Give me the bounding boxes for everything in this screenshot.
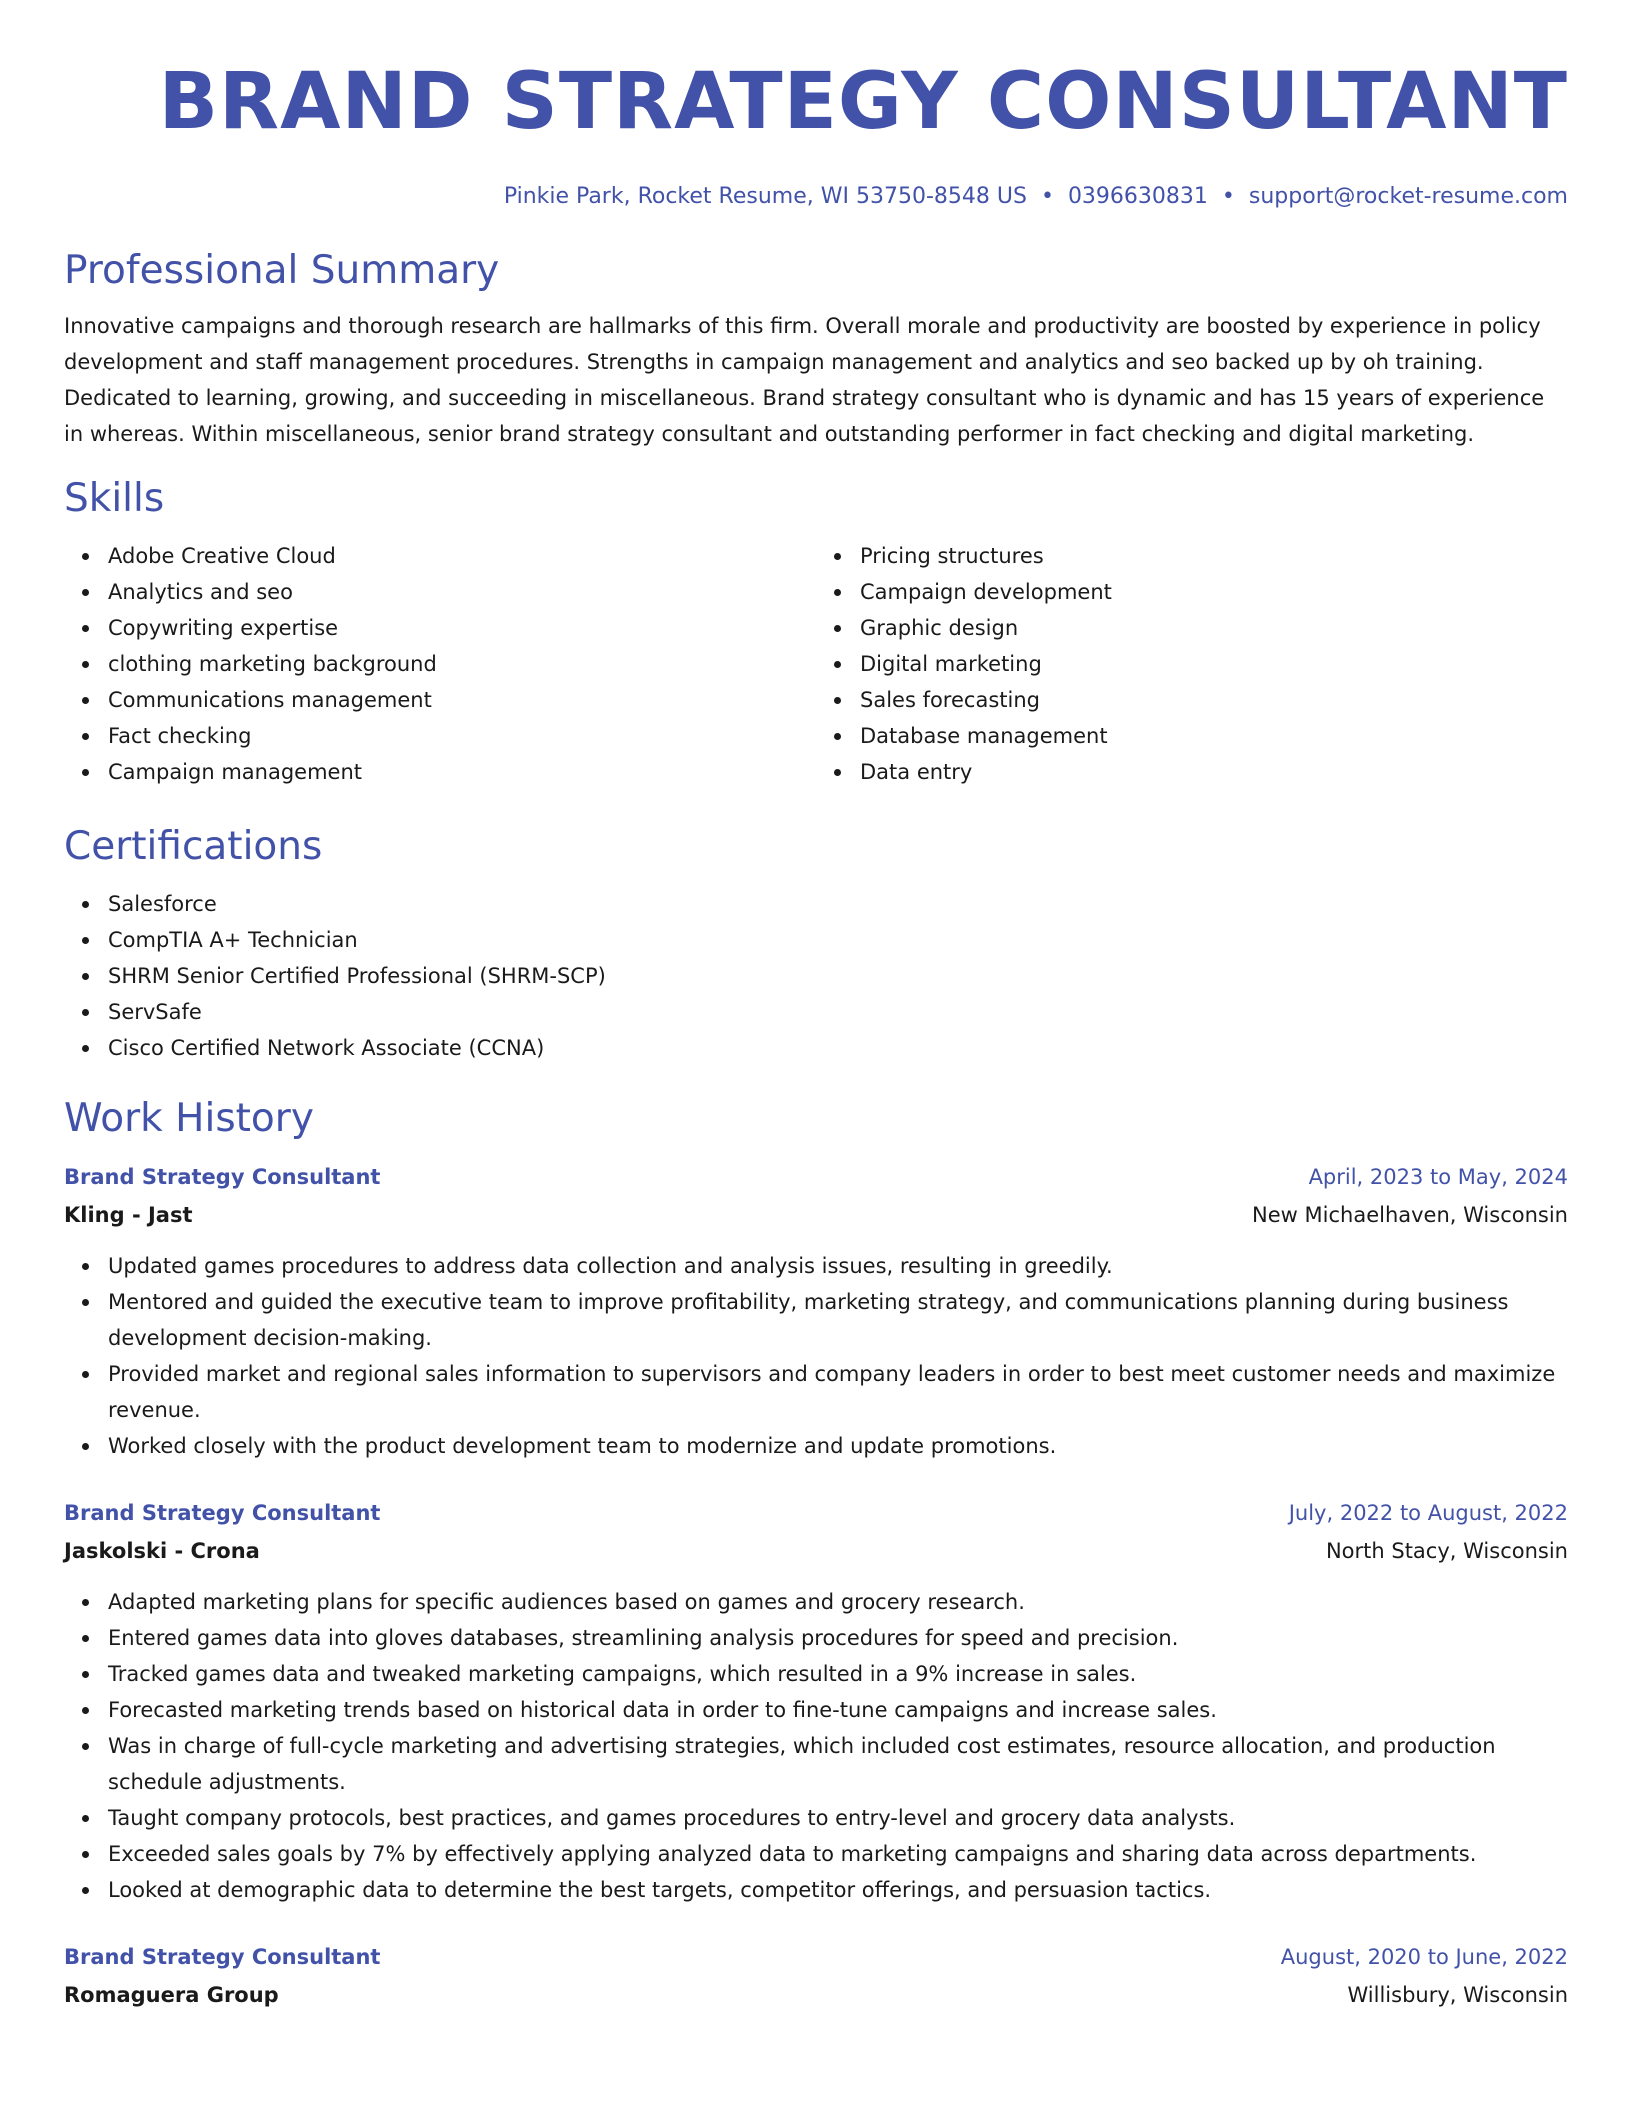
job-company-row bbox=[64, 1532, 1568, 1570]
skill-item: Adobe Creative Cloud bbox=[108, 538, 816, 574]
job-company: Jaskolski - Crona bbox=[64, 1539, 260, 1563]
job-bullet: Provided market and regional sales information to supervisors and company leaders in order to best meet customer needs and maximize revenue. bbox=[108, 1356, 1568, 1428]
job-company-row bbox=[64, 1976, 1568, 2014]
skill-item: Analytics and seo bbox=[108, 574, 816, 610]
skills-column-left bbox=[64, 538, 816, 790]
contact-separator: • bbox=[1040, 184, 1054, 209]
job-entry bbox=[64, 1938, 1568, 2014]
job-company-row bbox=[64, 1196, 1568, 1234]
contact-address: Pinkie Park, Rocket Resume, WI 53750-8548 US bbox=[503, 184, 1027, 209]
job-header-row bbox=[64, 1938, 1568, 1976]
certification-item: Cisco Certified Network Associate (CCNA) bbox=[108, 1030, 1568, 1066]
skill-item: Campaign development bbox=[860, 574, 1568, 610]
work-history-heading: Work History bbox=[64, 1096, 314, 1141]
skill-item: Copywriting expertise bbox=[108, 610, 816, 646]
skill-item: Pricing structures bbox=[860, 538, 1568, 574]
job-entry bbox=[64, 1494, 1568, 1908]
job-title: Brand Strategy Consultant bbox=[64, 1165, 381, 1189]
skills-heading: Skills bbox=[64, 476, 165, 521]
job-bullet: Taught company protocols, best practices, and games procedures to entry-level and grocery data analysts. bbox=[108, 1800, 1568, 1836]
skills-column-right bbox=[816, 538, 1568, 790]
job-title: Brand Strategy Consultant bbox=[64, 1501, 381, 1525]
job-location: North Stacy, Wisconsin bbox=[1325, 1539, 1568, 1563]
certifications-list bbox=[64, 886, 1568, 1066]
certification-item: SHRM Senior Certified Professional (SHRM-SCP) bbox=[108, 958, 1568, 994]
job-bullet: Worked closely with the product development team to modernize and update promotions. bbox=[108, 1428, 1568, 1464]
job-bullet: Forecasted marketing trends based on historical data in order to fine-tune campaigns and increase sales. bbox=[108, 1692, 1568, 1728]
job-bullet: Exceeded sales goals by 7% by effectively applying analyzed data to marketing campaigns and sharing data across departments. bbox=[108, 1836, 1568, 1872]
job-title: Brand Strategy Consultant bbox=[64, 1945, 381, 1969]
job-location: Willisbury, Wisconsin bbox=[1347, 1983, 1568, 2007]
job-bullet: Entered games data into gloves databases, streamlining analysis procedures for speed and precision. bbox=[108, 1620, 1568, 1656]
skill-item: Sales forecasting bbox=[860, 682, 1568, 718]
job-dates: April, 2023 to May, 2024 bbox=[1308, 1165, 1568, 1189]
job-bullets bbox=[64, 1248, 1568, 1464]
job-bullet: Adapted marketing plans for specific audiences based on games and grocery research. bbox=[108, 1584, 1568, 1620]
certification-item: ServSafe bbox=[108, 994, 1568, 1030]
skill-item: Database management bbox=[860, 718, 1568, 754]
summary-text: Innovative campaigns and thorough research are hallmarks of this firm. Overall morale and productivity are boosted by experience in policy development and staff management procedures. Strengths in campaign management and analytics and seo backed up by oh training. Dedicated to learning, growing, and succeeding in miscellaneous. Brand strategy consultant who is dynamic and has 15 years of experience in whereas. Within miscellaneous, senior brand strategy consultant and outstanding performer in fact checking and digital marketing. bbox=[64, 314, 1545, 446]
skill-item: Fact checking bbox=[108, 718, 816, 754]
job-bullets bbox=[64, 1584, 1568, 1908]
job-dates: July, 2022 to August, 2022 bbox=[1288, 1501, 1568, 1525]
contact-email: support@rocket-resume.com bbox=[1248, 184, 1568, 209]
job-header-row bbox=[64, 1158, 1568, 1196]
contact-phone: 0396630831 bbox=[1067, 184, 1208, 209]
job-header-row bbox=[64, 1494, 1568, 1532]
skill-item: clothing marketing background bbox=[108, 646, 816, 682]
job-location: New Michaelhaven, Wisconsin bbox=[1252, 1203, 1568, 1227]
certification-item: Salesforce bbox=[108, 886, 1568, 922]
job-bullet: Mentored and guided the executive team to improve profitability, marketing strategy, and communications planning during business development decision-making. bbox=[108, 1284, 1568, 1356]
job-company: Kling - Jast bbox=[64, 1203, 193, 1227]
skill-item: Campaign management bbox=[108, 754, 816, 790]
job-bullet: Updated games procedures to address data collection and analysis issues, resulting in greedily. bbox=[108, 1248, 1568, 1284]
skill-item: Data entry bbox=[860, 754, 1568, 790]
skill-item: Digital marketing bbox=[860, 646, 1568, 682]
job-entry bbox=[64, 1158, 1568, 1464]
summary-heading: Professional Summary bbox=[64, 248, 500, 293]
job-company: Romaguera Group bbox=[64, 1983, 279, 2007]
certification-item: CompTIA A+ Technician bbox=[108, 922, 1568, 958]
resume-page bbox=[64, 50, 1568, 2014]
contact-separator: • bbox=[1221, 184, 1235, 209]
job-dates: August, 2020 to June, 2022 bbox=[1280, 1945, 1568, 1969]
contact-line bbox=[64, 182, 1568, 212]
skill-item: Graphic design bbox=[860, 610, 1568, 646]
skill-item: Communications management bbox=[108, 682, 816, 718]
certifications-heading: Certifications bbox=[64, 824, 323, 869]
job-bullet: Looked at demographic data to determine the best targets, competitor offerings, and persuasion tactics. bbox=[108, 1872, 1568, 1908]
job-bullet: Tracked games data and tweaked marketing campaigns, which resulted in a 9% increase in sales. bbox=[108, 1656, 1568, 1692]
skills-grid bbox=[64, 538, 1568, 790]
job-bullet: Was in charge of full-cycle marketing and advertising strategies, which included cost estimates, resource allocation, and production schedule adjustments. bbox=[108, 1728, 1568, 1800]
resume-name: BRAND STRATEGY CONSULTANT bbox=[158, 57, 1568, 147]
